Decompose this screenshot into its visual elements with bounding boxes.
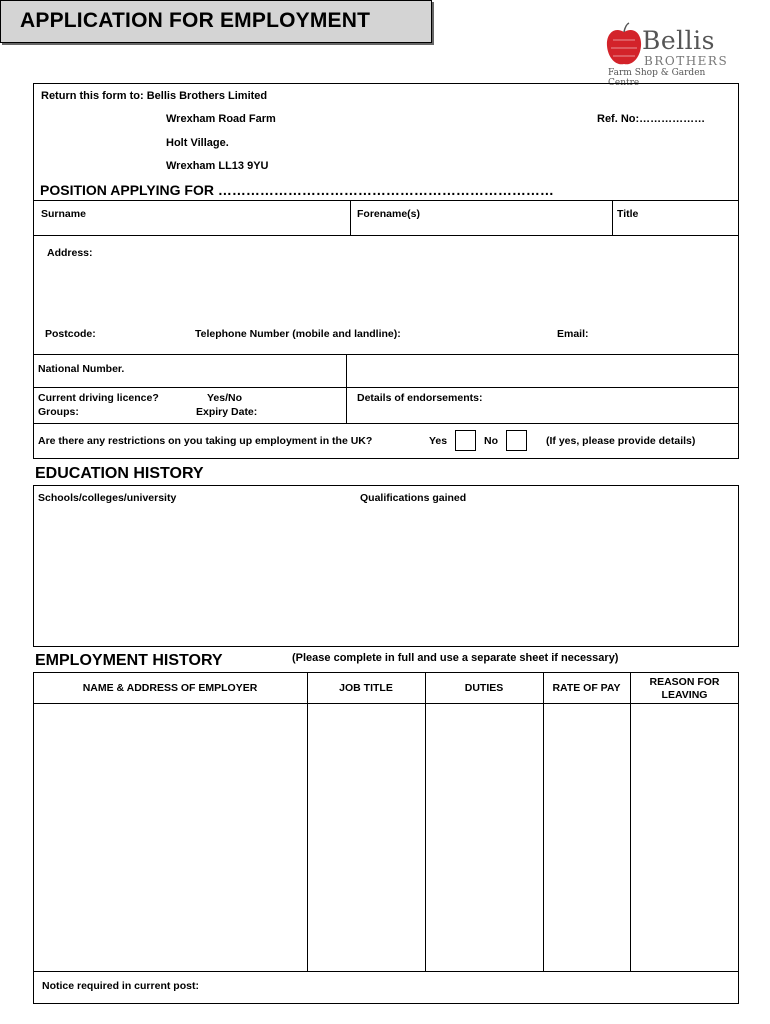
bellis-logo bbox=[604, 16, 739, 88]
position-applying-for[interactable]: POSITION APPLYING FOR ……………………………………………………………… bbox=[40, 182, 554, 198]
form-title-box bbox=[0, 0, 432, 43]
driving-licence-label: Current driving licence? bbox=[38, 392, 159, 404]
endorsements-field[interactable]: Details of endorsements: bbox=[357, 392, 483, 404]
national-number-field[interactable]: National Number. bbox=[38, 363, 125, 375]
logo-bellis: Bellis bbox=[642, 26, 715, 55]
col-duties: DUTIES bbox=[464, 682, 504, 694]
form-title: APPLICATION FOR EMPLOYMENT bbox=[20, 9, 371, 32]
notice-field[interactable]: Notice required in current post: bbox=[42, 980, 199, 992]
title-field[interactable]: Title bbox=[617, 208, 639, 220]
national-number-row bbox=[33, 354, 739, 388]
logo-brothers: BROTHERS bbox=[644, 54, 729, 68]
apple-logo-icon bbox=[604, 22, 644, 68]
address-field[interactable]: Address: bbox=[47, 247, 93, 259]
return-line3: Holt Village. bbox=[166, 137, 229, 149]
col-reason-line2: LEAVING bbox=[661, 689, 708, 701]
logo-tagline: Farm Shop & Garden Centre bbox=[608, 68, 706, 88]
education-heading: EDUCATION HISTORY bbox=[35, 465, 204, 482]
restrictions-question: Are there any restrictions on you taking up employment in the UK? bbox=[38, 435, 373, 447]
yes-label: Yes bbox=[429, 435, 448, 447]
telephone-field[interactable]: Telephone Number (mobile and landline): bbox=[195, 328, 401, 340]
return-line4: Wrexham LL13 9YU bbox=[166, 160, 269, 172]
education-box bbox=[33, 485, 739, 647]
employment-heading: EMPLOYMENT HISTORY bbox=[35, 652, 223, 669]
employment-note: (Please complete in full and use a separate sheet if necessary) bbox=[292, 652, 619, 664]
surname-field[interactable]: Surname bbox=[41, 208, 86, 220]
employment-table bbox=[33, 672, 739, 972]
col-rate-of-pay: RATE OF PAY bbox=[552, 682, 621, 694]
return-label: Return this form to: Bellis Brothers Limited bbox=[41, 90, 268, 102]
ref-no: Ref. No:……………… bbox=[597, 113, 706, 125]
no-label: No bbox=[484, 435, 498, 447]
if-yes-note: (If yes, please provide details) bbox=[546, 435, 696, 447]
qualifications-field[interactable]: Qualifications gained bbox=[360, 492, 467, 504]
col-job-title: JOB TITLE bbox=[339, 682, 393, 694]
postcode-field[interactable]: Postcode: bbox=[45, 328, 96, 340]
yes-no-label[interactable]: Yes/No bbox=[207, 392, 243, 404]
expiry-date-field[interactable]: Expiry Date: bbox=[196, 406, 258, 418]
schools-field[interactable]: Schools/colleges/university bbox=[38, 492, 177, 504]
groups-field[interactable]: Groups: bbox=[38, 406, 79, 418]
col-employer: NAME & ADDRESS OF EMPLOYER bbox=[82, 682, 258, 694]
yes-checkbox[interactable] bbox=[455, 430, 476, 451]
return-line2: Wrexham Road Farm bbox=[166, 113, 276, 125]
no-checkbox[interactable] bbox=[506, 430, 527, 451]
col-reason-line1: REASON FOR bbox=[649, 676, 720, 688]
forenames-field[interactable]: Forename(s) bbox=[357, 208, 421, 220]
email-field[interactable]: Email: bbox=[557, 328, 589, 340]
